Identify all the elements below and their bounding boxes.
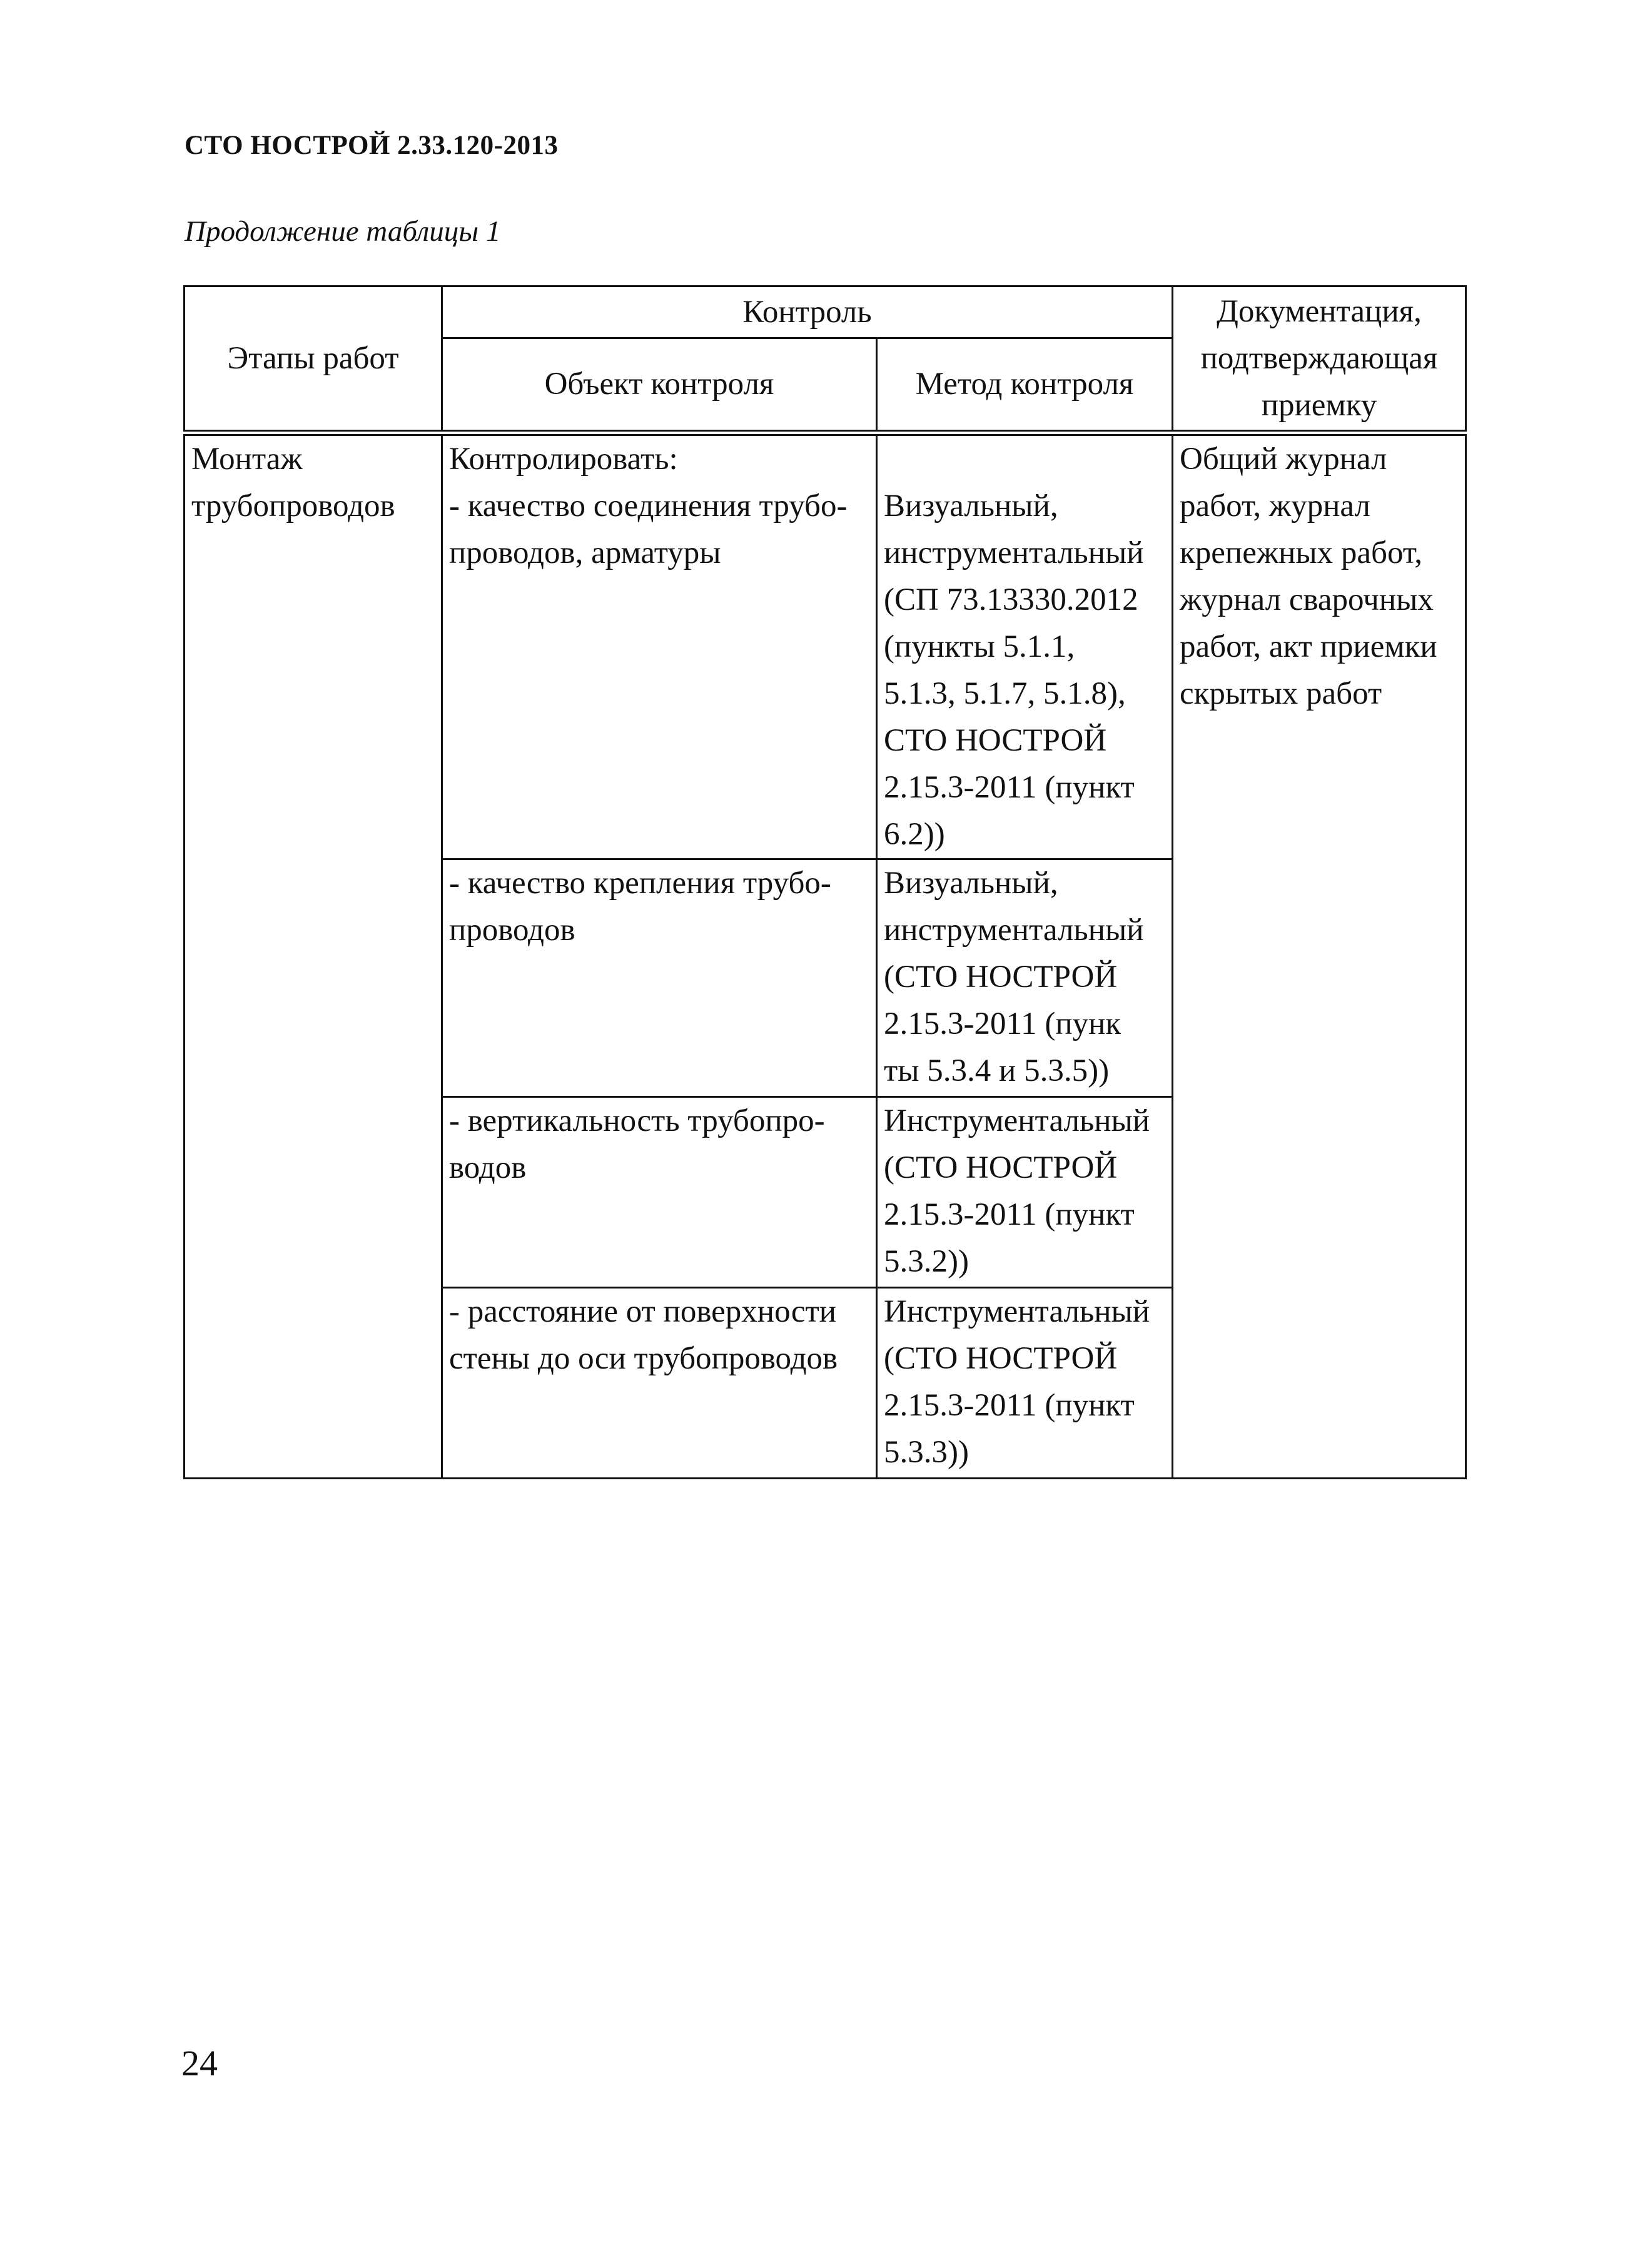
object-line: - расстояние от поверхности bbox=[449, 1294, 837, 1329]
method-line: (СТО НОСТРОЙ bbox=[884, 959, 1118, 995]
object-cell bbox=[442, 1288, 877, 1479]
method-line: инструментальный bbox=[884, 535, 1144, 570]
object-cell bbox=[442, 1097, 877, 1288]
header-control: Контроль bbox=[442, 286, 1173, 338]
header-doc-line: подтверждающая bbox=[1200, 340, 1438, 376]
method-line: 2.15.3-2011 (пункт bbox=[884, 770, 1135, 805]
method-line: (СТО НОСТРОЙ bbox=[884, 1150, 1118, 1185]
object-cell bbox=[442, 433, 877, 859]
object-line: стены до оси трубопроводов bbox=[449, 1341, 838, 1376]
method-line: ты 5.3.4 и 5.3.5)) bbox=[884, 1053, 1110, 1088]
doc-line: крепежных работ, bbox=[1180, 535, 1423, 570]
method-line: Визуальный, bbox=[884, 866, 1058, 901]
object-line: Контролировать: bbox=[449, 442, 678, 477]
header-method: Метод контроля bbox=[877, 338, 1173, 433]
doc-line: работ, журнал bbox=[1180, 489, 1370, 524]
method-line: 5.3.2)) bbox=[884, 1244, 969, 1279]
stage-line: Монтаж bbox=[191, 442, 303, 477]
method-line: 5.1.3, 5.1.7, 5.1.8), bbox=[884, 676, 1126, 711]
method-cell bbox=[877, 859, 1173, 1097]
method-cell bbox=[877, 1097, 1173, 1288]
method-line: (СП 73.13330.2012 bbox=[884, 582, 1138, 617]
method-line: инструментальный bbox=[884, 913, 1144, 948]
header-object: Объект контроля bbox=[442, 338, 877, 433]
document-code: СТО НОСТРОЙ 2.33.120-2013 bbox=[185, 131, 559, 160]
stage-line: трубопроводов bbox=[191, 489, 395, 524]
object-cell bbox=[442, 859, 877, 1097]
method-line: (пункты 5.1.1, bbox=[884, 629, 1075, 664]
table-row bbox=[185, 433, 1466, 859]
header-doc-line: Документация, bbox=[1217, 293, 1422, 329]
inspection-table bbox=[183, 285, 1467, 1479]
table-caption: Продолжение таблицы 1 bbox=[185, 215, 501, 248]
doc-line: Общий журнал bbox=[1180, 442, 1387, 477]
header-documentation bbox=[1173, 286, 1466, 433]
method-line: 6.2)) bbox=[884, 817, 945, 852]
method-cell bbox=[877, 433, 1173, 859]
method-line: 5.3.3)) bbox=[884, 1435, 969, 1470]
method-line: Визуальный, bbox=[884, 489, 1058, 524]
doc-line: журнал сварочных bbox=[1180, 582, 1434, 617]
object-line: проводов bbox=[449, 913, 575, 948]
method-line: СТО НОСТРОЙ bbox=[884, 723, 1107, 758]
stage-cell bbox=[185, 433, 442, 1479]
header-stage: Этапы работ bbox=[185, 286, 442, 433]
object-line: водов bbox=[449, 1150, 527, 1185]
page-number: 24 bbox=[181, 2043, 218, 2083]
object-line: - качество крепления трубо- bbox=[449, 866, 831, 901]
method-line: 2.15.3-2011 (пункт bbox=[884, 1197, 1135, 1232]
method-line: Инструментальный bbox=[884, 1103, 1150, 1138]
doc-line: скрытых работ bbox=[1180, 676, 1382, 711]
documentation-cell bbox=[1173, 433, 1466, 1479]
doc-line: работ, акт приемки bbox=[1180, 629, 1437, 664]
method-line: Инструментальный bbox=[884, 1294, 1150, 1329]
method-line: 2.15.3-2011 (пункт bbox=[884, 1388, 1135, 1423]
object-line: проводов, арматуры bbox=[449, 535, 721, 570]
object-line: - качество соединения трубо- bbox=[449, 489, 848, 524]
object-line: - вертикальность трубопро- bbox=[449, 1103, 825, 1138]
header-doc-line: приемку bbox=[1261, 387, 1377, 423]
method-cell bbox=[877, 1288, 1173, 1479]
method-line: 2.15.3-2011 (пунк bbox=[884, 1006, 1121, 1041]
method-line: (СТО НОСТРОЙ bbox=[884, 1341, 1118, 1376]
